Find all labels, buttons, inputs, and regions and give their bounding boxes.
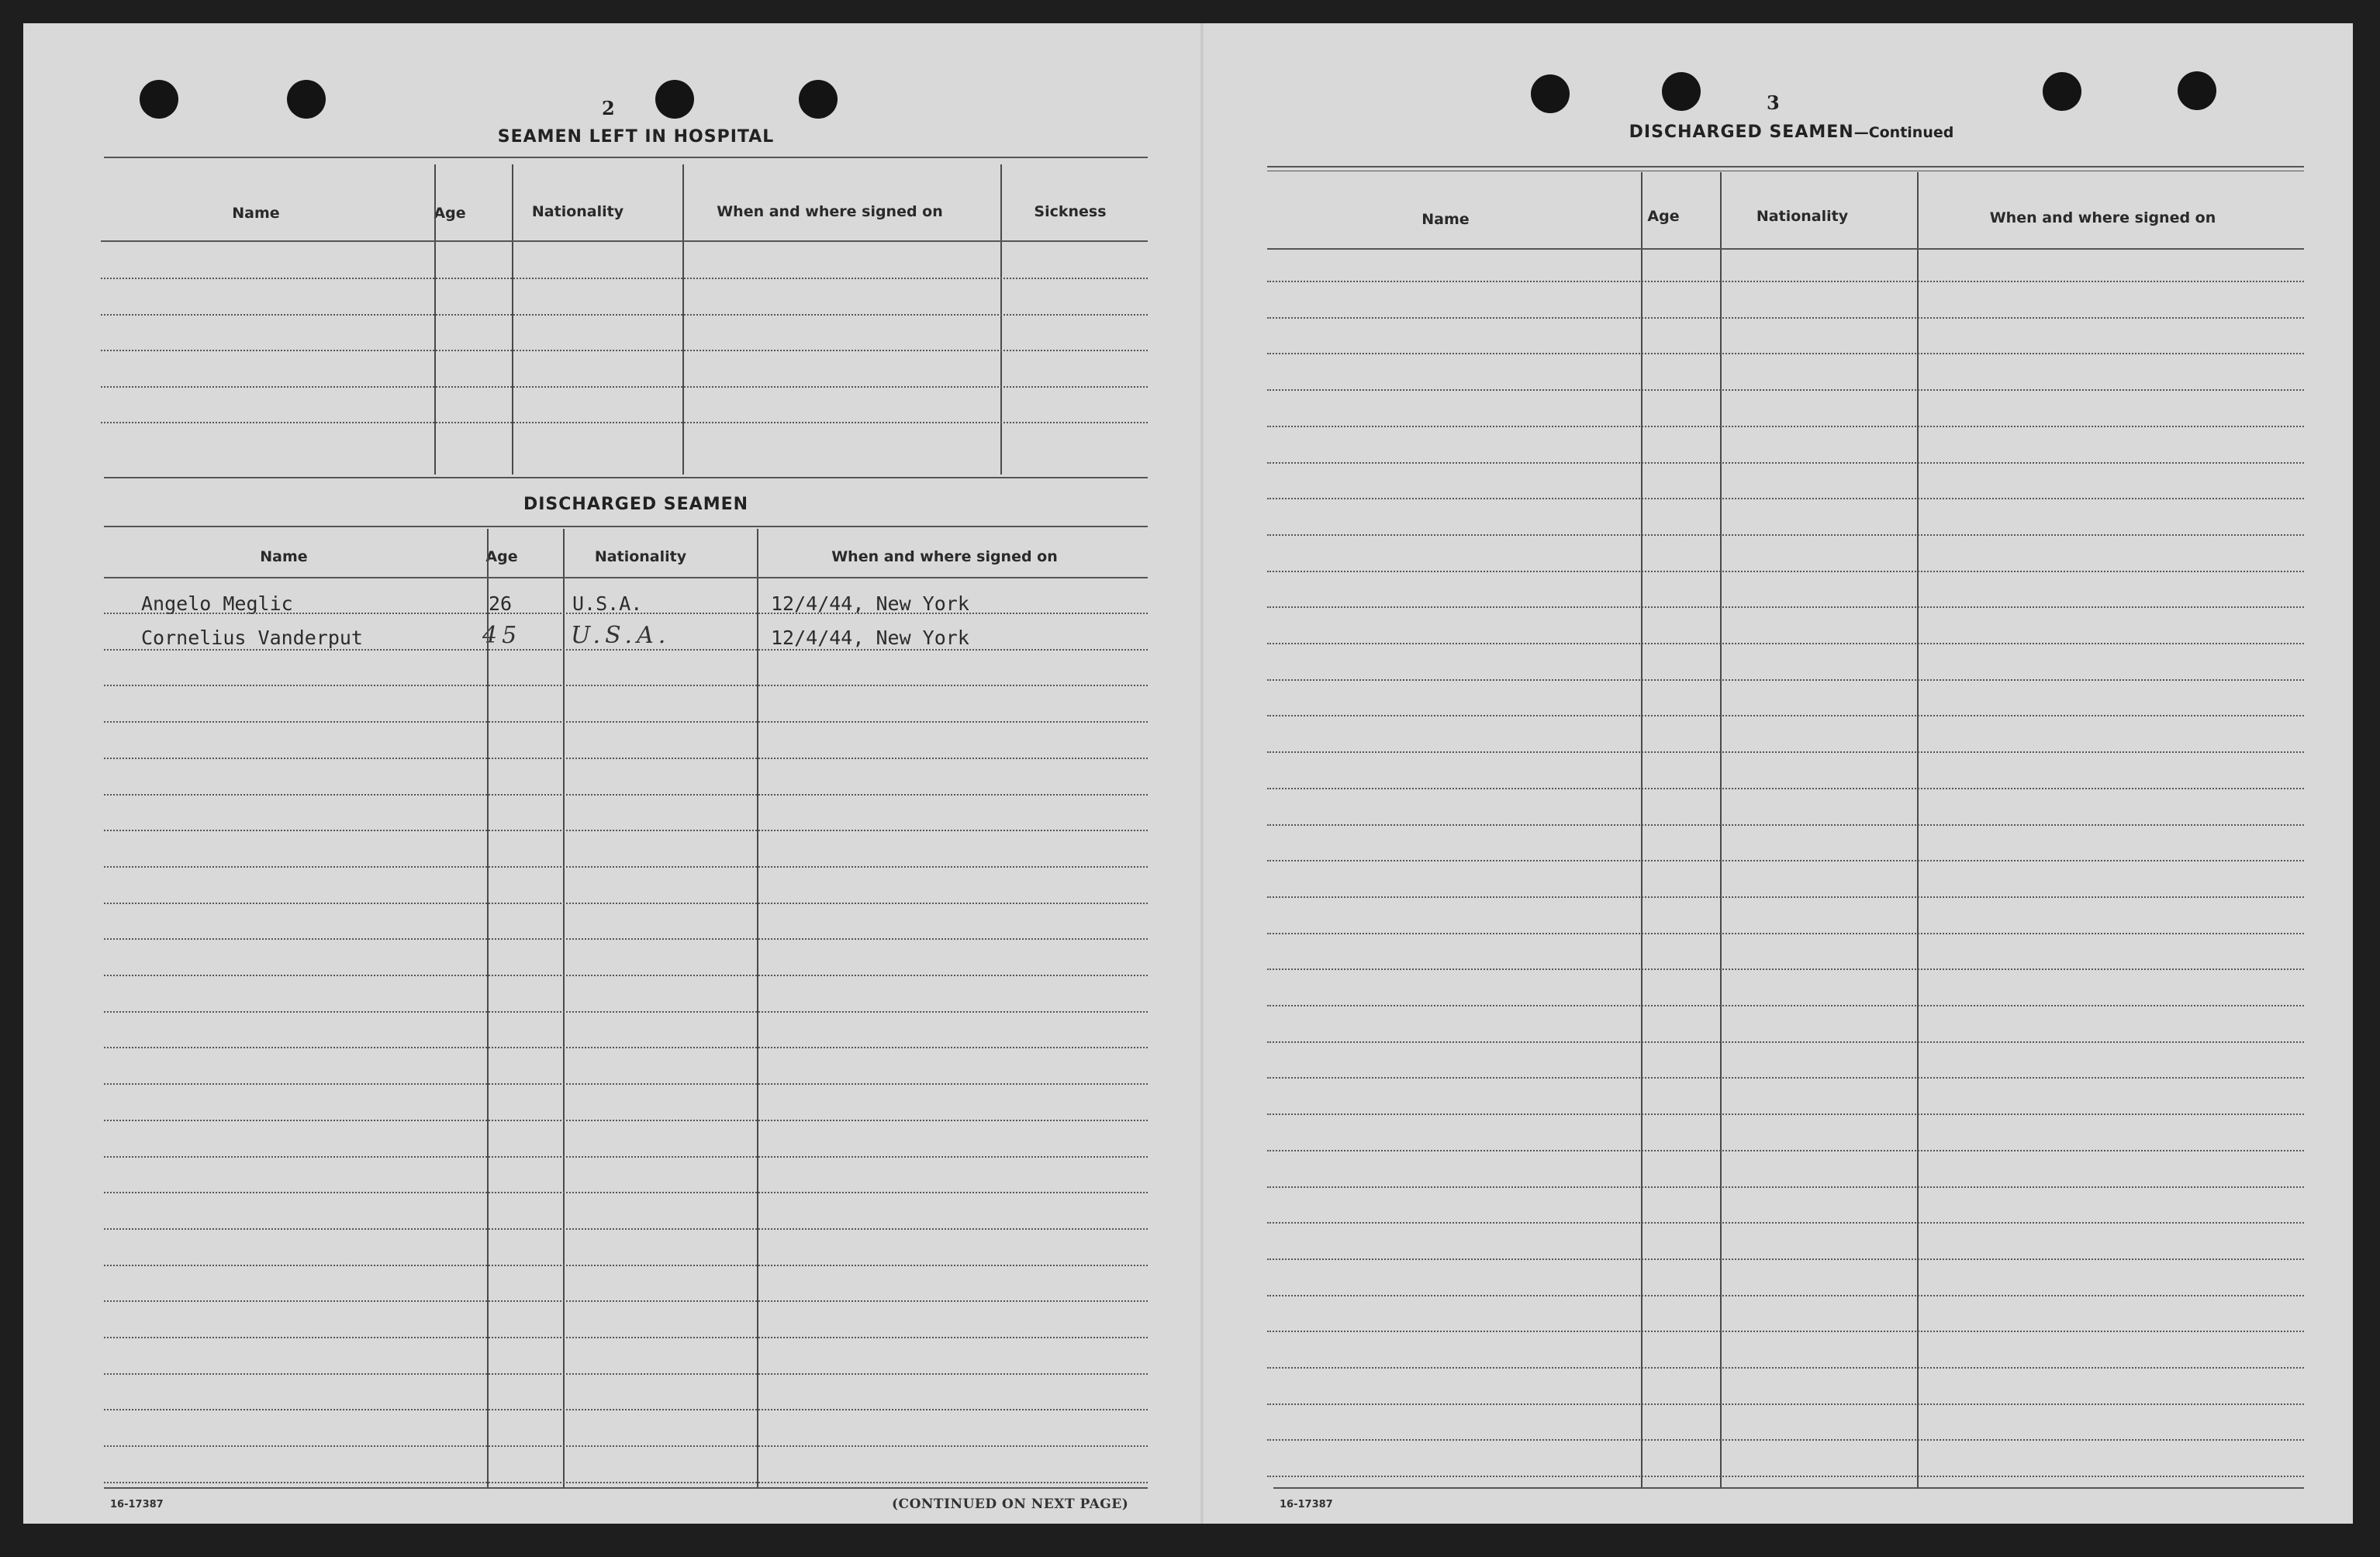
table-bottom-rule <box>104 1487 1148 1489</box>
header-rule <box>104 577 1148 578</box>
row-rule <box>104 1083 1148 1085</box>
row-rule <box>1267 860 2304 861</box>
row-rule <box>104 758 1148 759</box>
section-title-text: DISCHARGED SEAMEN <box>1629 123 1854 142</box>
row-rule <box>104 1228 1148 1230</box>
title-rule <box>104 526 1148 527</box>
row-rule <box>1267 715 2304 716</box>
row-rule <box>1267 968 2304 970</box>
page-number: 3 <box>1767 91 1780 114</box>
page-fold <box>1200 23 1204 1524</box>
row-rule <box>1267 751 2304 753</box>
row-rule <box>1267 1258 2304 1260</box>
row-2-name: Cornelius Vanderput <box>141 627 363 649</box>
column-header-age: Age <box>1647 208 1680 225</box>
row-rule <box>104 649 1148 651</box>
column-header-nationality: Nationality <box>1756 208 1849 225</box>
row-rule <box>104 613 1148 614</box>
column-divider <box>1000 164 1002 475</box>
form-number: 16-17387 <box>1280 1499 1333 1510</box>
row-rule <box>104 1120 1148 1121</box>
row-rule <box>1267 498 2304 499</box>
column-header-signed-on: When and where signed on <box>1989 209 2216 226</box>
row-rule <box>104 1445 1148 1447</box>
row-rule <box>1267 606 2304 608</box>
row-rule <box>104 1047 1148 1048</box>
table-bottom-rule <box>1273 1487 2304 1489</box>
row-rule <box>1267 462 2304 464</box>
column-header-age: Age <box>485 548 518 565</box>
row-rule <box>1267 933 2304 934</box>
header-rule <box>1267 248 2304 250</box>
row-2-age: 45 <box>482 622 522 649</box>
section-title-discharged: DISCHARGED SEAMEN <box>523 495 749 514</box>
form-number: 16-17387 <box>110 1499 164 1510</box>
column-divider <box>1641 172 1643 1487</box>
row-rule <box>1267 679 2304 681</box>
row-rule <box>104 938 1148 940</box>
column-header-signed-on: When and where signed on <box>717 203 943 220</box>
column-divider <box>757 529 758 1487</box>
row-rule <box>1267 426 2304 427</box>
row-rule <box>1267 896 2304 898</box>
continued-note: (CONTINUED ON NEXT PAGE) <box>892 1497 1129 1512</box>
row-rule <box>1267 389 2304 391</box>
row-rule <box>1267 317 2304 319</box>
section-title-hospital: SEAMEN LEFT IN HOSPITAL <box>497 127 775 147</box>
column-divider <box>682 164 684 475</box>
row-rule <box>1267 353 2304 354</box>
punch-hole <box>655 80 694 119</box>
row-rule <box>1267 1367 2304 1369</box>
row-1-nationality: U.S.A. <box>572 592 643 615</box>
row-rule <box>1267 1041 2304 1043</box>
section-title-discharged-continued <box>1543 123 2040 142</box>
punch-hole <box>2043 72 2081 111</box>
row-rule <box>104 975 1148 976</box>
title-rule <box>1267 166 2304 167</box>
row-2-signed-on: 12/4/44, New York <box>771 627 969 649</box>
column-divider <box>487 529 489 1487</box>
row-rule <box>104 1337 1148 1338</box>
column-divider <box>1720 172 1722 1487</box>
section-divider <box>104 477 1148 478</box>
column-divider <box>1917 172 1919 1487</box>
punch-hole <box>140 80 178 119</box>
row-rule <box>1267 1005 2304 1006</box>
row-rule <box>1267 1150 2304 1151</box>
row-rule <box>1267 1113 2304 1115</box>
discharged-continued-table <box>1267 172 2304 1487</box>
row-rule <box>104 1192 1148 1193</box>
column-header-nationality: Nationality <box>594 548 687 565</box>
row-rule <box>101 314 1148 316</box>
column-divider <box>512 164 513 475</box>
row-rule <box>101 386 1148 388</box>
row-rule <box>1267 1186 2304 1188</box>
row-rule <box>1267 534 2304 536</box>
row-1-age: 26 <box>489 592 513 615</box>
row-rule <box>104 1156 1148 1158</box>
row-rule <box>104 1265 1148 1266</box>
row-rule <box>1267 1476 2304 1477</box>
row-2-nationality: U.S.A. <box>571 622 671 649</box>
row-rule <box>104 794 1148 796</box>
row-1-signed-on: 12/4/44, New York <box>771 592 969 615</box>
punch-hole <box>799 80 838 119</box>
header-rule <box>101 240 1148 242</box>
row-rule <box>104 830 1148 831</box>
row-rule <box>101 278 1148 279</box>
row-rule <box>1267 1295 2304 1296</box>
section-title-suffix: —Continued <box>1853 124 1954 141</box>
row-rule <box>1267 824 2304 826</box>
row-rule <box>104 1300 1148 1302</box>
column-divider <box>434 164 436 475</box>
column-header-name: Name <box>260 548 308 565</box>
row-rule <box>101 350 1148 351</box>
punch-hole <box>1531 74 1570 113</box>
row-rule <box>104 1482 1148 1483</box>
row-rule <box>104 1011 1148 1013</box>
row-rule <box>1267 788 2304 789</box>
row-rule <box>1267 1222 2304 1224</box>
row-rule <box>1267 571 2304 572</box>
row-rule <box>104 903 1148 904</box>
punch-hole <box>2178 71 2216 110</box>
column-header-name: Name <box>1421 211 1470 228</box>
document-sheet <box>23 23 2353 1524</box>
row-rule <box>1267 1077 2304 1079</box>
row-rule <box>1267 1403 2304 1405</box>
row-rule <box>101 422 1148 423</box>
column-divider <box>563 529 565 1487</box>
hospital-table <box>101 164 1148 475</box>
punch-hole <box>287 80 326 119</box>
punch-hole <box>1662 72 1701 111</box>
column-header-sickness: Sickness <box>1034 203 1107 220</box>
row-rule <box>104 1373 1148 1375</box>
title-rule <box>104 157 1148 158</box>
row-rule <box>1267 1331 2304 1332</box>
row-rule <box>1267 643 2304 644</box>
row-rule <box>104 685 1148 686</box>
row-rule <box>1267 1439 2304 1441</box>
row-rule <box>1267 281 2304 282</box>
discharged-table <box>104 529 1148 1487</box>
row-1-name: Angelo Meglic <box>141 592 293 615</box>
row-rule <box>104 1409 1148 1410</box>
row-rule <box>104 721 1148 723</box>
column-header-age: Age <box>434 205 466 222</box>
column-header-nationality: Nationality <box>531 203 624 220</box>
column-header-name: Name <box>232 205 280 222</box>
column-header-signed-on: When and where signed on <box>831 548 1058 565</box>
row-rule <box>104 866 1148 868</box>
page-number: 2 <box>602 97 615 119</box>
